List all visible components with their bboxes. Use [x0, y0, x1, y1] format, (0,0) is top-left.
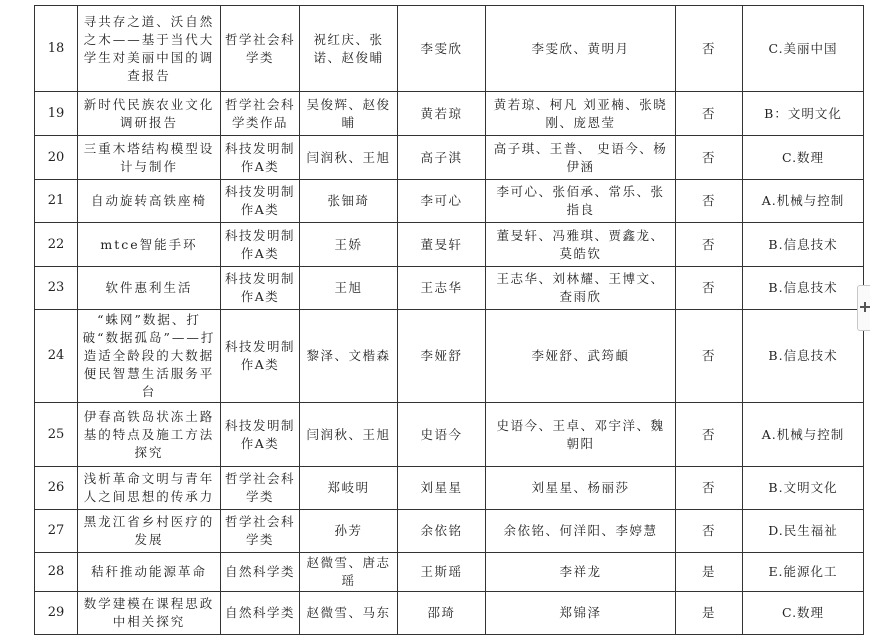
leader: 邵琦	[398, 592, 486, 635]
project-category: 科技发明制作A类	[221, 180, 300, 223]
flag: 是	[676, 553, 743, 592]
members: 刘星星、杨丽莎	[486, 467, 676, 510]
members: 余依铭、何洋阳、李婷慧	[486, 510, 676, 553]
project-title: mtce智能手环	[78, 223, 221, 267]
row-number: 28	[35, 553, 78, 592]
project-category: 自然科学类	[221, 553, 300, 592]
award-category: B.文明文化	[743, 467, 864, 510]
project-category: 哲学社会科学类	[221, 510, 300, 553]
advisors: 吴俊辉、赵俊晡	[300, 92, 398, 136]
flag: 否	[676, 92, 743, 136]
flag: 否	[676, 403, 743, 467]
advisors: 王娇	[300, 223, 398, 267]
table-row	[35, 510, 864, 553]
flag: 否	[676, 180, 743, 223]
advisors: 王旭	[300, 267, 398, 310]
project-title: 秸秆推动能源革命	[78, 553, 221, 592]
project-category: 科技发明制作A类	[221, 310, 300, 403]
table-row	[35, 180, 864, 223]
award-category: C.美丽中国	[743, 6, 864, 92]
project-category: 哲学社会科学类作品	[221, 92, 300, 136]
flag: 是	[676, 592, 743, 635]
table-row	[35, 136, 864, 180]
advisors: 闫润秋、王旭	[300, 136, 398, 180]
leader: 李娅舒	[398, 310, 486, 403]
advisors: 赵微雪、马东	[300, 592, 398, 635]
members: 李可心、张佰承、常乐、张指良	[486, 180, 676, 223]
row-number: 26	[35, 467, 78, 510]
flag: 否	[676, 510, 743, 553]
members: 李娅舒、武筠頔	[486, 310, 676, 403]
project-title: 软件惠利生活	[78, 267, 221, 310]
award-category: E.能源化工	[743, 553, 864, 592]
row-number: 24	[35, 310, 78, 403]
plus-icon	[860, 302, 870, 312]
row-number: 19	[35, 92, 78, 136]
row-number: 22	[35, 223, 78, 267]
row-number: 23	[35, 267, 78, 310]
project-title: 黑龙江省乡村医疗的发展	[78, 510, 221, 553]
project-title: 新时代民族农业文化调研报告	[78, 92, 221, 136]
row-number: 29	[35, 592, 78, 635]
award-category: C.数理	[743, 136, 864, 180]
leader: 余依铭	[398, 510, 486, 553]
flag: 否	[676, 223, 743, 267]
flag: 否	[676, 6, 743, 92]
row-number: 18	[35, 6, 78, 92]
advisors: 黎泽、文楷森	[300, 310, 398, 403]
project-title: 自动旋转高铁座椅	[78, 180, 221, 223]
project-category: 科技发明制作A类	[221, 136, 300, 180]
flag: 否	[676, 467, 743, 510]
members: 高子琪、王普、 史语今、杨伊涵	[486, 136, 676, 180]
row-number: 21	[35, 180, 78, 223]
project-category: 哲学社会科学类	[221, 467, 300, 510]
leader: 高子淇	[398, 136, 486, 180]
project-title: 数学建模在课程思政中相关探究	[78, 592, 221, 635]
advisors: 赵微雪、唐志瑶	[300, 553, 398, 592]
table-row	[35, 6, 864, 92]
advisors: 祝红庆、张诺、赵俊晡	[300, 6, 398, 92]
award-category: B：文明文化	[743, 92, 864, 136]
table-row	[35, 592, 864, 635]
side-expand-handle[interactable]	[857, 285, 870, 331]
project-category: 科技发明制作A类	[221, 267, 300, 310]
project-title: 伊春高铁岛状冻土路基的特点及施工方法探究	[78, 403, 221, 467]
leader: 史语今	[398, 403, 486, 467]
advisors: 闫润秋、王旭	[300, 403, 398, 467]
table-row	[35, 403, 864, 467]
row-number: 27	[35, 510, 78, 553]
project-title: 寻共存之道、沃自然之木——基于当代大学生对美丽中国的调查报告	[78, 6, 221, 92]
project-category: 科技发明制作A类	[221, 403, 300, 467]
leader: 黄若琼	[398, 92, 486, 136]
advisors: 孙芳	[300, 510, 398, 553]
table-row	[35, 467, 864, 510]
members: 董旻轩、冯雅琪、贾鑫龙、莫皓钦	[486, 223, 676, 267]
flag: 否	[676, 310, 743, 403]
leader: 李可心	[398, 180, 486, 223]
project-title: 浅析革命文明与青年人之间思想的传承力	[78, 467, 221, 510]
project-category: 科技发明制作A类	[221, 223, 300, 267]
project-table	[34, 5, 864, 635]
award-category: C.数理	[743, 592, 864, 635]
members: 李祥龙	[486, 553, 676, 592]
members: 李雯欣、黄明月	[486, 6, 676, 92]
members: 史语今、王卓、邓宇洋、魏朝阳	[486, 403, 676, 467]
project-title: 三重木塔结构模型设计与制作	[78, 136, 221, 180]
leader: 刘星星	[398, 467, 486, 510]
table-row	[35, 223, 864, 267]
award-category: B.信息技术	[743, 267, 864, 310]
table-row	[35, 310, 864, 403]
row-number: 25	[35, 403, 78, 467]
project-category: 自然科学类	[221, 592, 300, 635]
project-title: “蛛网”数据、打破“数据孤岛”——打造适全龄段的大数据便民智慧生活服务平台	[78, 310, 221, 403]
flag: 否	[676, 136, 743, 180]
table-row	[35, 553, 864, 592]
leader: 李雯欣	[398, 6, 486, 92]
award-category: D.民生福祉	[743, 510, 864, 553]
award-category: B.信息技术	[743, 223, 864, 267]
award-category: A.机械与控制	[743, 403, 864, 467]
project-category: 哲学社会科学类	[221, 6, 300, 92]
advisors: 张钿琦	[300, 180, 398, 223]
advisors: 郑岐明	[300, 467, 398, 510]
table-row	[35, 267, 864, 310]
members: 黄若琼、柯凡 刘亚楠、张晓刚、庞恩莹	[486, 92, 676, 136]
leader: 王斯瑶	[398, 553, 486, 592]
members: 郑锦泽	[486, 592, 676, 635]
flag: 否	[676, 267, 743, 310]
leader: 王志华	[398, 267, 486, 310]
award-category: B.信息技术	[743, 310, 864, 403]
row-number: 20	[35, 136, 78, 180]
members: 王志华、刘林耀、王博文、查雨欣	[486, 267, 676, 310]
award-category: A.机械与控制	[743, 180, 864, 223]
table-row	[35, 92, 864, 136]
leader: 董旻轩	[398, 223, 486, 267]
